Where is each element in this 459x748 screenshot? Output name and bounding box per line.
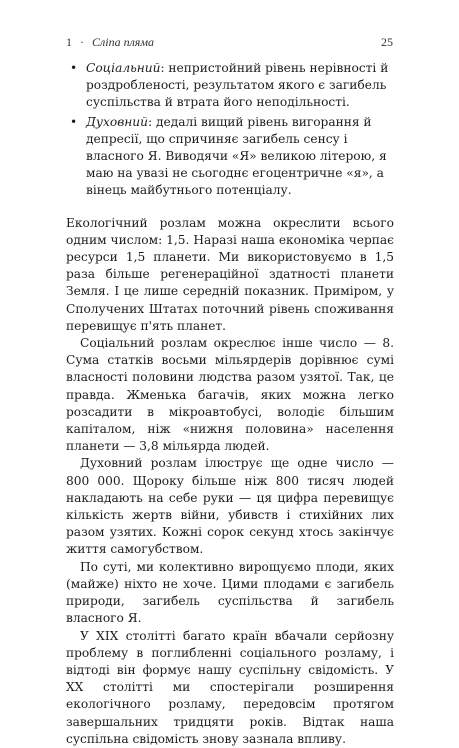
running-head <box>66 34 393 50</box>
bullet-icon: • <box>70 61 78 75</box>
bullet-text: : дедалі вищий рівень вигорання й депресії, що спричиняє загибель сенсу і власного Я. Виводячи «Я» великою літерою, я маю на увазі не сьогоднє егоцентричне «я», а вінець майбутнього потенціалу. <box>86 114 387 198</box>
chapter-title: Сліпа пляма <box>92 35 155 49</box>
bullet-text: : непристойний рівень нерівності й роздробленості, результатом якого є загибель суспільства й втрата його неподільності. <box>86 61 389 110</box>
bullet-term: Соціальний <box>86 61 161 75</box>
bullet-icon: • <box>70 114 78 129</box>
body-paragraph: Екологічний розлам можна окреслити всього одним числом: 1,5. Наразі наша економіка черпає ресурси 1,5 планети. Ми використовуємо в 1,5 раза більше регенераційної здатності планети Земля. І це лише середній показник. Приміром, у Сполучених Штатах поточний рівень споживання перевищує п'ять планет. <box>66 215 394 333</box>
body-paragraph: У XIX столітті багато країн вбачали серйозну проблему в поглибленні соціального розламу, і відтоді він формує нашу суспільну свідомість. У XX столітті ми спостерігали розширення екологічного розламу, передовсім протягом завершальних тридцяти років. Відтак наша суспільна свідомість знову зазнала впливу. <box>66 628 394 746</box>
list-item <box>66 114 394 200</box>
bullet-term: Духовний <box>86 114 149 129</box>
page-content <box>66 60 394 748</box>
running-head-separator: · <box>80 35 84 49</box>
body-paragraph: Духовний розлам ілюструє ще одне число — 800 000. Щороку більше ніж 800 тисяч людей накладають на себе руки — ця цифра перевищує кількість жертв війни, убивств і стихійних лих разом узятих. Кожні сорок секунд хтось закінчує життя самогубством. <box>66 456 394 557</box>
body-paragraph: Соціальний розлам окреслює інше число — 8. Сума статків восьми мільярдерів дорівнює сумі власності половини людства разом узятої. Так, це правда. Жменька багачів, яких можна легко розсадити в мікроавтобусі, володіє більшим капіталом, ніж «нижня половина» населення планети — 3,8 мільярда людей. <box>66 336 394 454</box>
chapter-number: 1 <box>66 35 72 49</box>
page-number: 25 <box>381 35 393 49</box>
list-item <box>66 60 394 112</box>
body-paragraph: По суті, ми колективно вирощуємо плоди, яких (майже) ніхто не хоче. Цими плодами є загибель природи, загибель суспільства й загибель власного Я. <box>66 559 394 626</box>
bullet-list <box>66 60 394 200</box>
